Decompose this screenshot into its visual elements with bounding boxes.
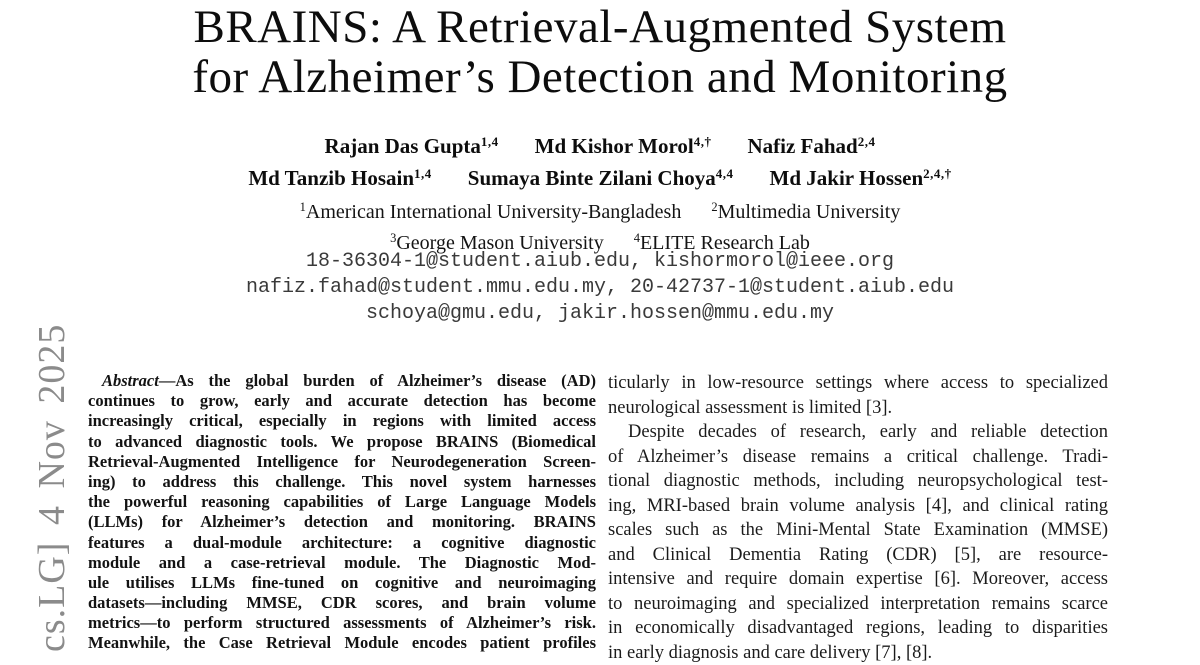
author-name: Md Jakir Hossen: [770, 166, 924, 190]
author-list: [60, 128, 1140, 192]
body-line: Despite decades of research, early and reliable detection: [608, 420, 1108, 445]
abstract-line: (LLMs) for Alzheimer’s detection and monitoring. BRAINS: [88, 512, 596, 532]
affil-sup: 4: [634, 231, 640, 245]
abstract-line: module and a case-retrieval module. The Diagnostic Mod-: [88, 553, 596, 573]
author: [747, 128, 875, 160]
abstract-column: [88, 371, 596, 648]
author-affil-sup: 1,4: [481, 134, 499, 149]
affil-sup: 3: [390, 231, 396, 245]
author-affil-sup: 2,4,†: [923, 166, 952, 181]
affiliation-row-1: [90, 194, 1110, 225]
affiliation: [711, 194, 900, 225]
body-line: and Clinical Dementia Rating (CDR) [5], are resource-: [608, 543, 1108, 568]
body-line: to neuroimaging and specialized interpretation remains scarce: [608, 592, 1108, 617]
abstract-line: to advanced diagnostic tools. We propose BRAINS (Biomedical: [88, 432, 596, 452]
abstract-line: the powerful reasoning capabilities of Large Language Models: [88, 492, 596, 512]
author: [468, 160, 734, 192]
body-line: scales such as the Mini-Mental State Examination (MMSE): [608, 518, 1108, 543]
body-line: ing, MRI-based brain volume analysis [4], and clinical rating: [608, 494, 1108, 519]
author: [535, 128, 712, 160]
affiliation: [300, 194, 682, 225]
affil-sup: 1: [300, 200, 306, 214]
author-row-1: [60, 128, 1140, 160]
affil-name: George Mason University: [396, 232, 603, 254]
author: [770, 160, 952, 192]
body-line: neurological assessment is limited [3].: [608, 396, 1108, 421]
abstract-line: ule utilises LLMs fine-tuned on cognitive and neuroimaging: [88, 573, 596, 593]
author-name: Md Tanzib Hosain: [248, 166, 414, 190]
body-line: in economically disadvantaged regions, leading to disparities: [608, 616, 1108, 641]
affil-name: ELITE Research Lab: [640, 232, 810, 254]
abstract-line: ing) to address this challenge. This novel system harnesses: [88, 472, 596, 492]
author-affil-sup: 1,4: [414, 166, 432, 181]
author-name: Sumaya Binte Zilani Choya: [468, 166, 716, 190]
affil-sup: 2: [711, 200, 717, 214]
email-line: nafiz.fahad@student.mmu.edu.my, 20-42737-1@student.aiub.edu: [90, 275, 1110, 301]
body-line: in early diagnosis and care delivery [7], [8].: [608, 641, 1108, 665]
author: [325, 128, 499, 160]
author-name: Md Kishor Morol: [535, 134, 694, 158]
abstract-line: features a dual-module architecture: a cognitive diagnostic: [88, 533, 596, 553]
affil-name: Multimedia University: [718, 201, 901, 223]
paper-title: [90, 2, 1110, 102]
author-name: Nafiz Fahad: [747, 134, 857, 158]
author-affil-sup: 4,†: [694, 134, 712, 149]
email-line: 18-36304-1@student.aiub.edu, kishormorol@ieee.org: [90, 249, 1110, 275]
author: [248, 160, 431, 192]
author-row-2: [60, 160, 1140, 192]
abstract-line: Meanwhile, the Case Retrieval Module encodes patient profiles: [88, 633, 596, 653]
email-block: [90, 249, 1110, 327]
abstract-line: increasingly critical, especially in regions with limited access: [88, 411, 596, 431]
abstract-line: Retrieval-Augmented Intelligence for Neurodegeneration Screen-: [88, 452, 596, 472]
author-affil-sup: 4,4: [716, 166, 734, 181]
abstract-line: metrics—to perform structured assessments of Alzheimer’s risk.: [88, 613, 596, 633]
title-line-1: BRAINS: A Retrieval-Augmented System: [90, 2, 1110, 52]
email-line: schoya@gmu.edu, jakir.hossen@mmu.edu.my: [90, 301, 1110, 327]
arxiv-stamp: cs.LG] 4 Nov 2025: [30, 324, 74, 652]
author-affil-sup: 2,4: [858, 134, 876, 149]
body-line: intensive and require domain expertise [6]. Moreover, access: [608, 567, 1108, 592]
body-line: tional diagnostic methods, including neuropsychological test-: [608, 469, 1108, 494]
abstract-first-line: [88, 371, 596, 391]
abstract-line: —As the global burden of Alzheimer’s disease (AD): [159, 371, 596, 390]
body-line: of Alzheimer’s disease remains a critical challenge. Tradi-: [608, 445, 1108, 470]
affiliations: [90, 194, 1110, 256]
title-line-2: for Alzheimer’s Detection and Monitoring: [90, 52, 1110, 102]
abstract-line: datasets—including MMSE, CDR scores, and brain volume: [88, 593, 596, 613]
author-name: Rajan Das Gupta: [325, 134, 481, 158]
body-line: ticularly in low-resource settings where access to specialized: [608, 371, 1108, 396]
affil-name: American International University-Bangladesh: [306, 201, 681, 223]
abstract-label: Abstract: [102, 371, 159, 390]
intro-column: [608, 371, 1108, 648]
abstract-line: continues to grow, early and accurate detection has become: [88, 391, 596, 411]
